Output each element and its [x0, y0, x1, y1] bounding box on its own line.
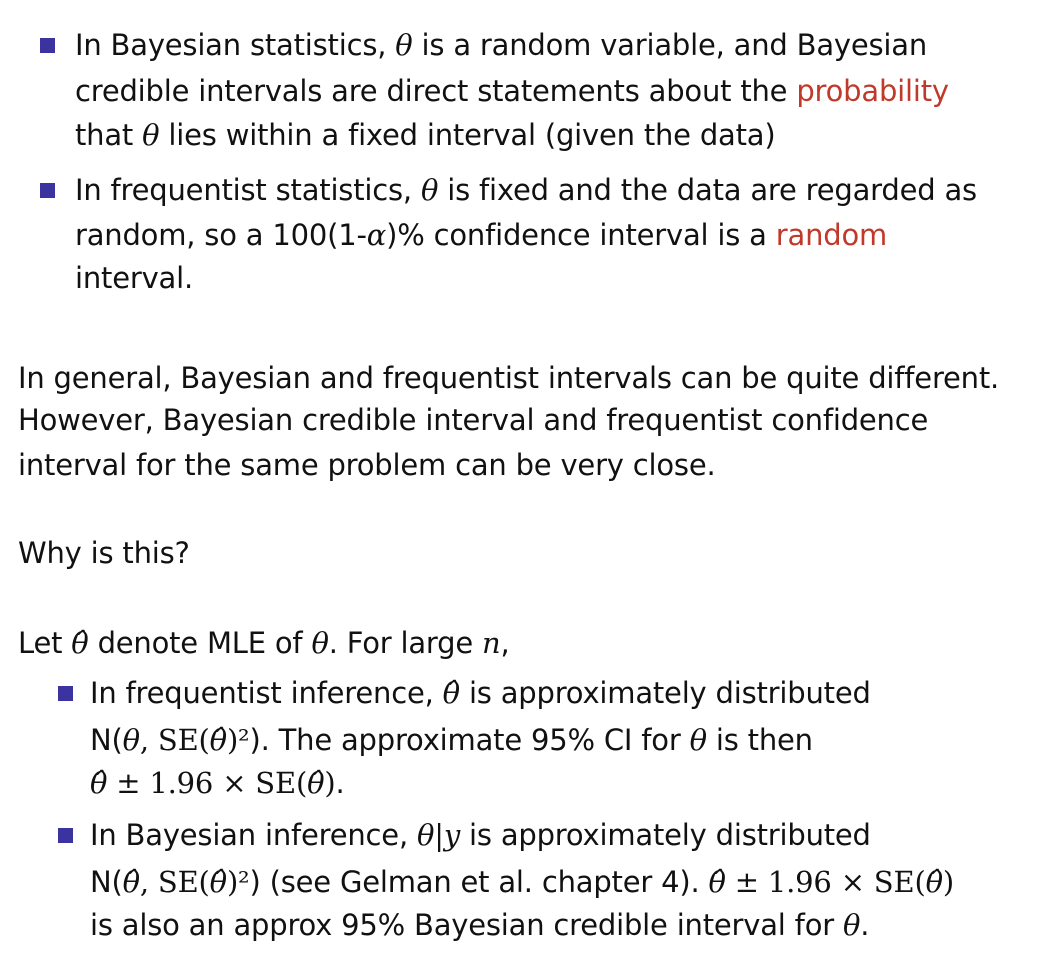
text-run: ). The approximate 95% CI for	[249, 723, 690, 757]
math-text: θ̂	[209, 865, 227, 899]
math-text: θ	[142, 118, 160, 152]
text-line	[75, 170, 977, 210]
text-line	[90, 720, 813, 760]
math-text: , SE(	[139, 865, 210, 899]
math-text: ± 1.96 × SE(	[107, 766, 308, 800]
text-run: ) (see Gelman et al. chapter 4).	[249, 865, 709, 899]
text-run: is also an approx 95% Bayesian credible interval for	[90, 908, 843, 942]
math-text: θ	[395, 28, 413, 62]
text-run: In Bayesian statistics,	[75, 28, 396, 62]
text-run: .	[860, 908, 870, 942]
math-text: θ	[689, 723, 707, 757]
text-run: interval for the same problem can be very close.	[18, 448, 716, 482]
text-line	[18, 400, 928, 440]
text-run: random, so a 100(1-	[75, 218, 367, 252]
text-run: ,	[500, 626, 510, 660]
math-text: )	[942, 865, 954, 899]
text-line	[90, 673, 871, 713]
text-run: In frequentist statistics,	[75, 173, 421, 207]
text-line	[90, 815, 871, 855]
math-text: ± 1.96 × SE(	[725, 865, 926, 899]
text-run: N(	[90, 865, 123, 899]
highlighted-term: probability	[796, 74, 949, 108]
math-text: θ	[420, 173, 439, 207]
math-text: θ̂	[708, 865, 726, 899]
bullet-icon	[58, 686, 73, 701]
text-run: Let	[18, 626, 72, 660]
math-text: θ̂	[90, 766, 108, 800]
math-text: θ̂	[209, 723, 227, 757]
math-text: θ	[416, 818, 435, 852]
math-text: θ̂	[307, 766, 325, 800]
math-text: θ	[122, 723, 140, 757]
text-run: is approximately distributed	[459, 676, 871, 710]
math-text: , SE(	[139, 723, 210, 757]
text-run: In Bayesian inference,	[90, 818, 417, 852]
text-line	[75, 71, 949, 111]
text-line	[75, 258, 193, 298]
math-text: θ	[842, 908, 861, 942]
text-line	[75, 215, 887, 255]
bullet-icon	[40, 183, 55, 198]
math-text: α	[366, 218, 387, 252]
text-run: . For large	[328, 626, 483, 660]
text-line	[75, 115, 775, 155]
text-run: In frequentist inference,	[90, 676, 443, 710]
text-run: Why is this?	[18, 536, 190, 570]
math-text: θ̂	[925, 865, 943, 899]
text-run: lies within a fixed interval (given the data)	[159, 118, 776, 152]
bullet-icon	[40, 38, 55, 53]
math-text: |	[434, 818, 444, 852]
math-text: )²	[226, 865, 250, 899]
text-line	[90, 905, 869, 945]
text-line	[90, 862, 954, 902]
text-run: )% confidence interval is a	[386, 218, 776, 252]
text-run: is approximately distributed	[460, 818, 871, 852]
text-run: However, Bayesian credible interval and frequentist confidence	[18, 403, 929, 437]
math-text: θ	[311, 626, 329, 660]
math-text: y	[443, 818, 461, 852]
text-run: credible intervals are direct statements about the	[75, 74, 797, 108]
math-text: θ̂	[442, 676, 460, 710]
text-run: In general, Bayesian and frequentist intervals can be quite different.	[18, 361, 1000, 395]
text-line	[90, 763, 344, 803]
text-run: that	[75, 118, 143, 152]
text-run: interval.	[75, 261, 193, 295]
text-line	[18, 533, 190, 573]
text-run: .	[335, 766, 345, 800]
bullet-icon	[58, 828, 73, 843]
text-run: is fixed and the data are regarded as	[438, 173, 977, 207]
text-line	[75, 25, 927, 65]
text-run: N(	[90, 723, 123, 757]
highlighted-term: random	[775, 218, 888, 252]
math-text: θ̂	[71, 626, 89, 660]
text-run: is a random variable, and Bayesian	[412, 28, 928, 62]
text-line	[18, 623, 510, 663]
math-text: n	[482, 626, 501, 660]
math-text: )²	[226, 723, 250, 757]
text-line	[18, 445, 716, 485]
text-run: denote MLE of	[88, 626, 312, 660]
text-run: is then	[706, 723, 813, 757]
math-text: θ̂	[122, 865, 140, 899]
math-text: )	[324, 766, 336, 800]
text-line	[18, 358, 999, 398]
